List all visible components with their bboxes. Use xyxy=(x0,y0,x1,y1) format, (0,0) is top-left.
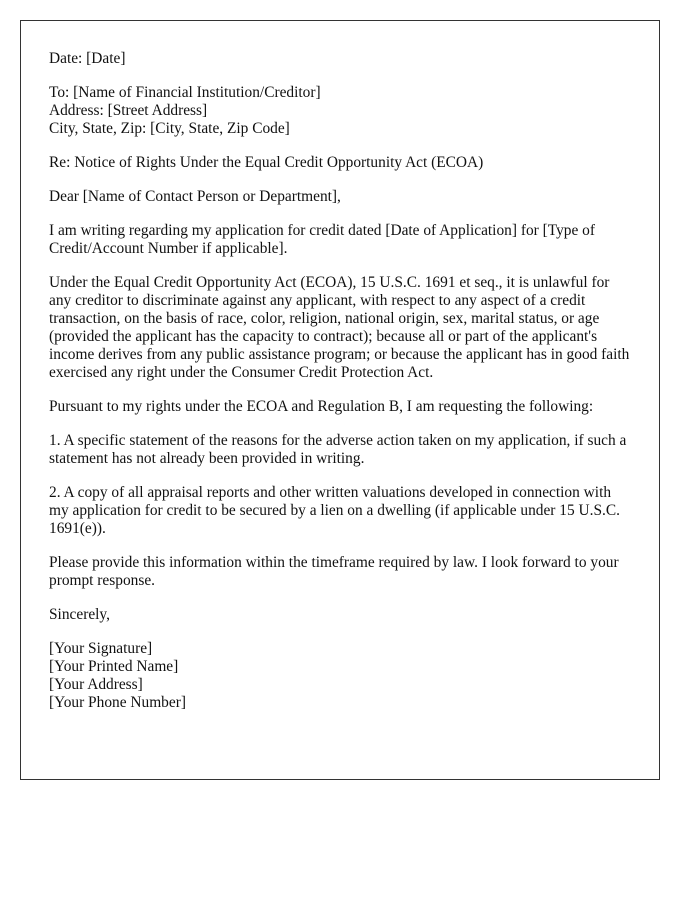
closing: Sincerely, xyxy=(49,606,110,623)
recipient-city-state-zip: City, State, Zip: [City, State, Zip Code] xyxy=(49,120,290,137)
letter-document xyxy=(20,20,660,780)
recipient-block xyxy=(49,84,631,138)
recipient-name: To: [Name of Financial Institution/Creditor] xyxy=(49,84,321,101)
ecoa-law-paragraph: Under the Equal Credit Opportunity Act (ECOA), 15 U.S.C. 1691 et seq., it is unlawful for any creditor to discriminate against any applicant, with respect to any aspect of a credit transaction, on the basis of race, color, religion, national origin, sex, marital status, or age (provided the applicant has the capacity to contract); because all or part of the applicant's income derives from any public assistance program; or because the applicant has in good faith exercised any right under the Consumer Credit Protection Act. xyxy=(49,274,630,381)
signature-placeholder: [Your Signature] xyxy=(49,640,153,657)
salutation: Dear [Name of Contact Person or Department], xyxy=(49,188,341,205)
signature-block xyxy=(49,640,631,712)
request-item-2: 2. A copy of all appraisal reports and other written valuations developed in connection with my application for credit to be secured by a lien on a dwelling (if applicable under 15 U.S.C. 1691(e)). xyxy=(49,484,620,537)
request-item-1: 1. A specific statement of the reasons for the adverse action taken on my application, if such a statement has not already been provided in writing. xyxy=(49,432,627,467)
recipient-address: Address: [Street Address] xyxy=(49,102,208,119)
request-intro-paragraph: Pursuant to my rights under the ECOA and Regulation B, I am requesting the following: xyxy=(49,398,594,415)
address-placeholder: [Your Address] xyxy=(49,676,143,693)
printed-name-placeholder: [Your Printed Name] xyxy=(49,658,179,675)
date-line: Date: [Date] xyxy=(49,50,126,67)
phone-placeholder: [Your Phone Number] xyxy=(49,694,186,711)
closing-paragraph: Please provide this information within the timeframe required by law. I look forward to your prompt response. xyxy=(49,554,619,589)
intro-paragraph: I am writing regarding my application for credit dated [Date of Application] for [Type of Credit/Account Number if applicable]. xyxy=(49,222,595,257)
subject-line: Re: Notice of Rights Under the Equal Credit Opportunity Act (ECOA) xyxy=(49,154,484,171)
